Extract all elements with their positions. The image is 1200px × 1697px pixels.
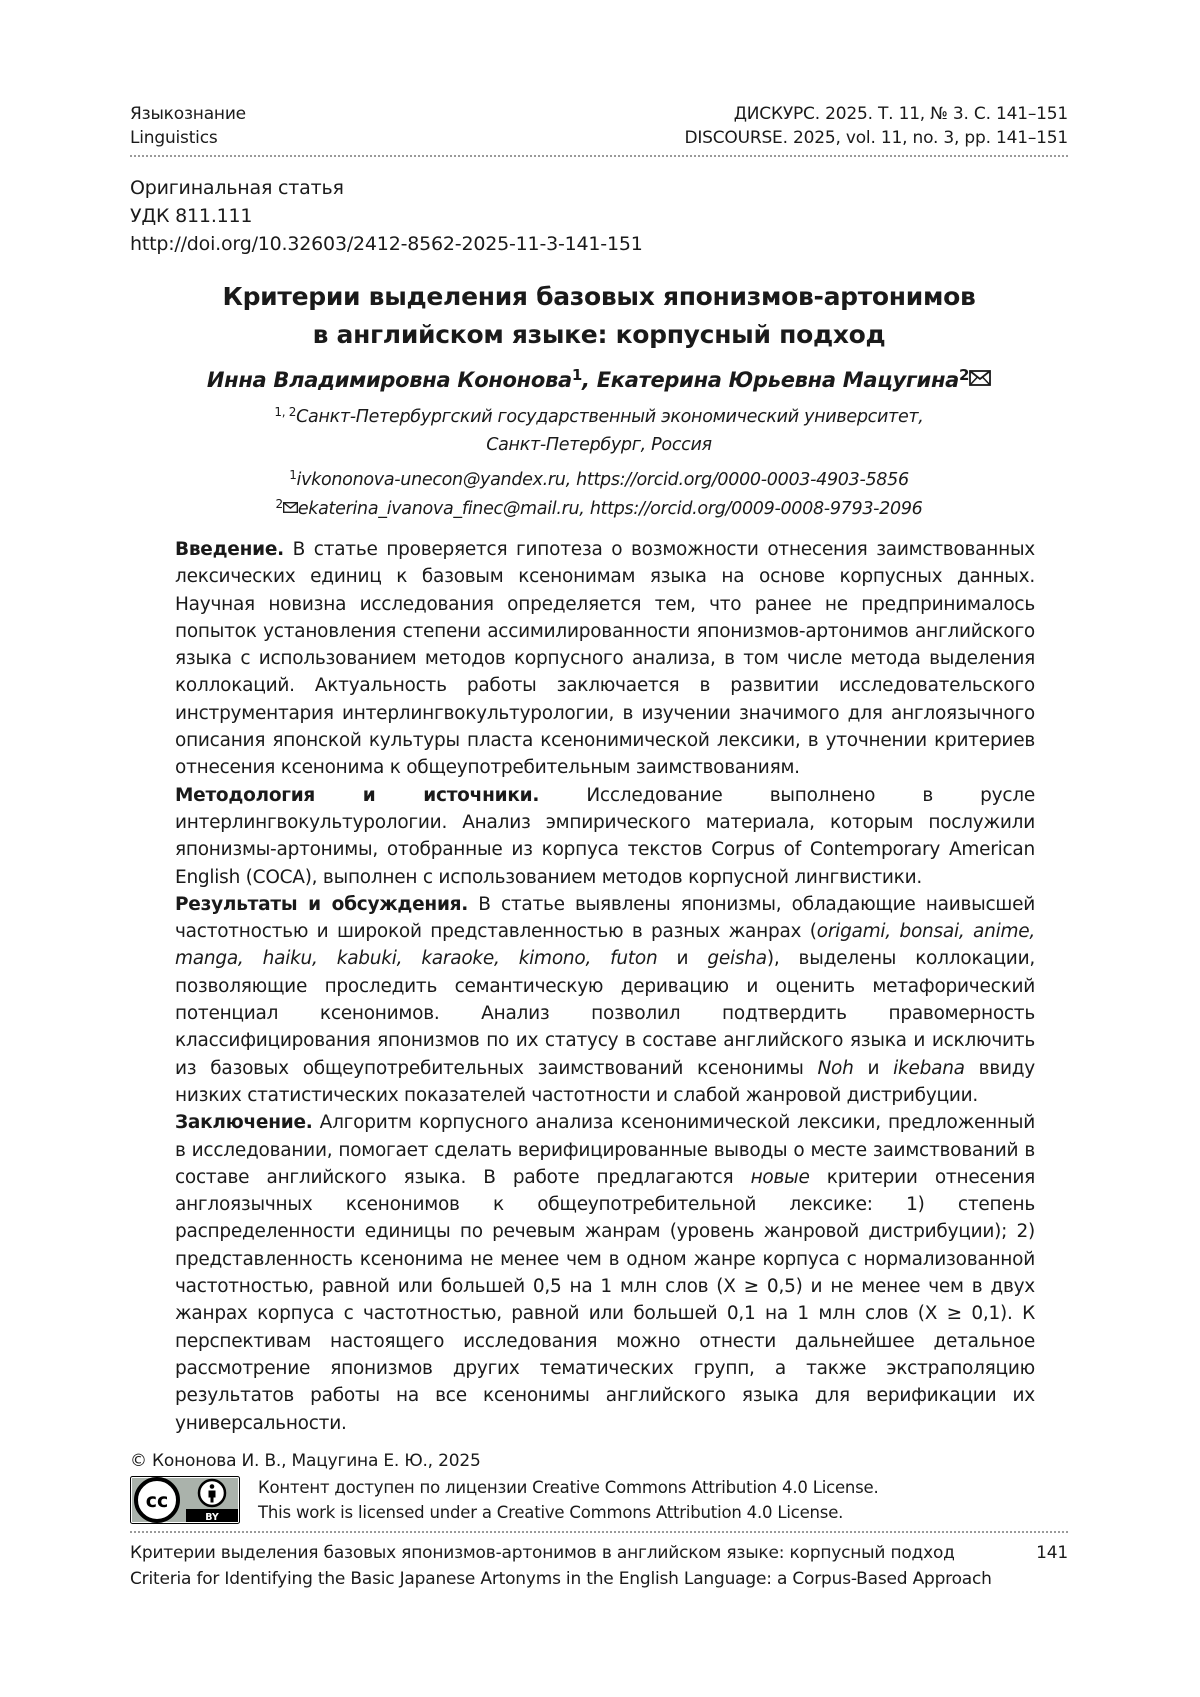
affiliation-line-1 [130,403,1068,431]
affiliation-line-2: Санкт-Петербург, Россия [486,435,712,455]
results-text-b: ), выделены коллокации, позволяющие проследить семантическую деривацию и оценить метафорический потенциал ксенонимов. Анализ позволил подтвердить правомерность классифицирования японизмов по их статусу в составе английского языка и исключить из базовых общеупотребительных заимствований ксенонимы [175,948,1035,1079]
abstract-methodology [175,782,1035,891]
affiliation-sup: 1, 2 [274,405,297,419]
author-list [130,364,1068,395]
footer-divider [130,1531,1068,1533]
author-2: Екатерина Юрьевна Мацугина [596,368,960,392]
results-and-2: и [853,1057,894,1079]
author-1-sup: 1 [571,366,583,384]
concl-new: новые [750,1166,810,1188]
cc-by-license-badge[interactable] [130,1476,240,1524]
footer-title-ru: Критерии выделения базовых японизмов-артонимов в английском языке: корпусный подход [130,1543,955,1563]
method-heading: Методология и источники. [175,784,540,806]
cc-text: cc [145,1490,169,1512]
concl-text-b: критерии отнесения англоязычных ксенонимов к общеупотребительной лексике: 1) степень распределенности единицы по речевым жанрам (уровень жанровой дистрибуции); 2) представленность ксенонима не менее чем в одном жанре корпуса с нормализованной частотностью, равной или большей 0,5 на 1 млн слов (X ≥ 0,5) и не менее чем в двух жанрах корпуса с частотностью, равной или большей 0,1 на 1 млн слов (X ≥ 0,1). К перспективам настоящего исследования можно отнести дальнейшее детальное рассмотрение японизмов других тематических групп, а также экстраполяцию результатов работы на все ксенонимы английского языка для верификации их универсальности. [175,1166,1035,1434]
section-en: Linguistics [130,128,218,148]
results-text-c: ввиду низких статистических показателей частотности и слабой жанровой дистрибуции. [175,1057,1035,1106]
abstract-introduction [175,536,1035,782]
intro-text: В статье проверяется гипотеза о возможности отнесения заимствованных лексических единиц к базовым ксенонимам языка на основе корпусных данных. Научная новизна исследования определяется тем, что ранее не предпринималось попыток установления степени ассимилированности японизмов-артонимов английского языка с использованием методов корпусного анализа, в том числе метода выделения коллокаций. Актуальность работы заключается в развитии исследовательского инструментария интерлингвокультурологии, в изучении значимого для англоязычного описания японской культуры пласта ксенонимической лексики, в уточнении критериев отнесения ксенонима к общеупотребительным заимствованиям. [175,539,1035,779]
license-ru: Контент доступен по лицензии Creative Commons Attribution 4.0 License. [258,1478,879,1497]
contact-2 [130,494,1068,523]
concl-text-a: Алгоритм корпусного анализа ксенонимической лексики, предложенный в исследовании, помогает сделать верифицированные выводы о месте заимствований в составе английского языка. В работе предлагаются [175,1112,1035,1188]
intro-heading: Введение. [175,539,284,560]
title-line-1: Критерии выделения базовых японизмов-артонимов [222,282,976,311]
results-text-a: В статье выявлены японизмы, обладающие наивысшей частотностью и широкой представленностью в разных жанрах ( [175,893,1035,943]
by-text: BY [205,1512,219,1523]
citation-ru: ДИСКУРС. 2025. Т. 11, № 3. С. 141–151 [733,104,1068,124]
author-separator: , [582,368,597,392]
envelope-icon [283,494,298,522]
title-line-2: в английском языке: корпусный подход [312,320,886,349]
results-and: и [657,948,708,970]
footer-line-1 [130,1540,1068,1566]
citation-en: DISCOURSE. 2025, vol. 11, no. 3, pp. 141–151 [684,128,1068,148]
udc-code: УДК 811.111 [130,205,253,227]
contact-1-sup: 1 [289,468,297,482]
abstract-results [175,891,1035,1109]
author-2-sup: 2 [959,366,970,384]
doi-link[interactable]: http://doi.org/10.32603/2412-8562-2025-11-3-141-151 [130,233,643,255]
results-examples: origami, bonsai, anime, manga, haiku, kabuki, karaoke, kimono, futon [175,921,1035,970]
contact-1-text[interactable]: ivkononova-unecon@yandex.ru, https://orcid.org/0000-0003-4903-5856 [296,470,909,490]
page-number: 141 [1036,1543,1068,1563]
concl-heading: Заключение. [175,1112,313,1134]
results-geisha: geisha [707,948,767,970]
results-heading: Результаты и обсуждения. [175,893,469,915]
method-text: Исследование выполнено в русле интерлингвокультурологии. Анализ эмпирического материала, которым послужили японизмы-артонимы, отобранные из корпуса текстов Corpus of Contemporary American English (COCA), выполнен с использованием методов корпусной лингвистики. [175,784,1035,888]
section-ru: Языкознание [130,104,246,124]
running-header-line-2 [130,126,1068,150]
affiliation-text-1: Санкт-Петербургский государственный экономический университет, [296,407,924,427]
results-ikebana: ikebana [893,1057,965,1079]
abstract-conclusion [175,1109,1035,1437]
running-footer [130,1540,1068,1592]
contact-1 [130,466,1068,494]
running-header-line-1 [130,102,1068,126]
footer-title-en: Criteria for Identifying the Basic Japanese Artonyms in the English Language: a Corpus-Based Approach [130,1569,992,1589]
license-text [258,1475,879,1525]
contact-2-text[interactable]: ekaterina_ivanova_finec@mail.ru, https://orcid.org/0009-0008-9793-2096 [297,499,923,519]
copyright: © Кононова И. В., Мацугина Е. Ю., 2025 [130,1451,481,1471]
envelope-icon [969,364,991,394]
header-divider [130,155,1068,157]
article-type: Оригинальная статья [130,177,344,199]
abstract [175,536,1035,1437]
contact-2-sup: 2 [275,497,283,511]
article-title [130,278,1068,354]
author-1: Инна Владимировна Кононова [206,368,572,392]
license-en: This work is licensed under a Creative Commons Attribution 4.0 License. [258,1503,844,1522]
results-noh: Noh [817,1057,854,1079]
